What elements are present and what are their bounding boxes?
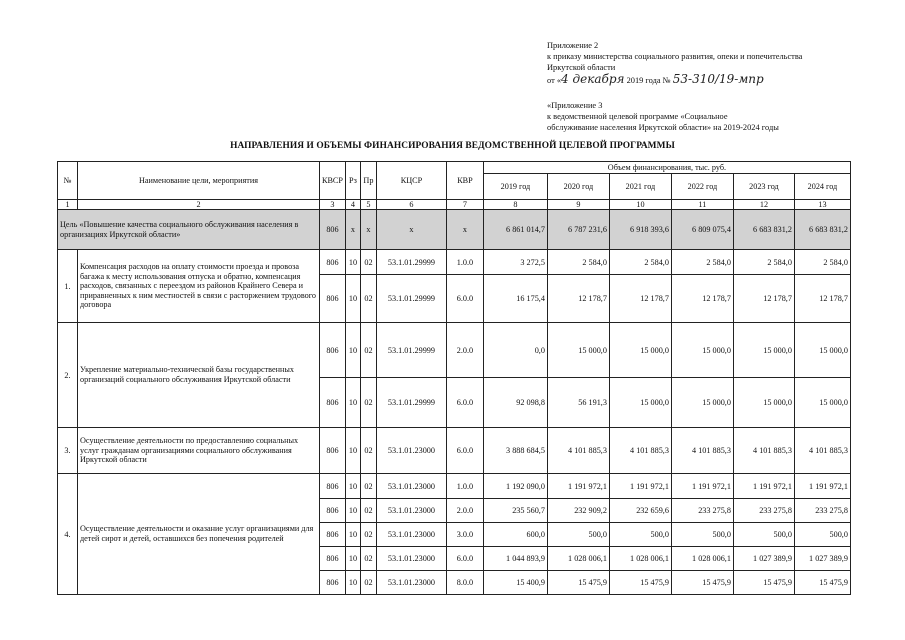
table-row <box>58 428 851 474</box>
appendix-line-1: «Приложение 3 <box>547 101 603 110</box>
table-row <box>58 474 851 499</box>
cell-kvr: 6.0.0 <box>446 428 483 474</box>
cell-pr: 02 <box>360 499 376 523</box>
cell-kvr: 6.0.0 <box>446 378 483 428</box>
handwritten-number: 53-310/19-мпр <box>672 71 764 86</box>
table-row <box>58 323 851 378</box>
cell-value: 500,0 <box>733 523 794 547</box>
header-name: Наименование цели, мероприятия <box>78 162 320 200</box>
cell-value: 4 101 885,3 <box>733 428 794 474</box>
cell-value: 4 101 885,3 <box>671 428 733 474</box>
column-number: 9 <box>547 200 609 210</box>
row-number: 1. <box>58 250 78 323</box>
cell-kvr: 2.0.0 <box>446 323 483 378</box>
header-line-2: к приказу министерства социального развития, опеки и попечительства <box>547 52 803 62</box>
cell-value: 15 000,0 <box>733 323 794 378</box>
cell-value: 500,0 <box>794 523 850 547</box>
cell-kvr: 3.0.0 <box>446 523 483 547</box>
cell-value: 3 888 684,5 <box>483 428 547 474</box>
cell-value: 15 000,0 <box>671 378 733 428</box>
cell-pr: 02 <box>360 378 376 428</box>
cell-rz: 10 <box>345 474 360 499</box>
cell-rz: 10 <box>345 378 360 428</box>
column-number: 7 <box>446 200 483 210</box>
cell-value: 3 272,5 <box>483 250 547 275</box>
cell-kvsr: 806 <box>320 547 346 571</box>
date-prefix: от « <box>547 75 562 85</box>
cell-value: 15 000,0 <box>794 323 850 378</box>
column-number: 4 <box>345 200 360 210</box>
cell-kcsr: 53.1.01.23000 <box>376 523 446 547</box>
cell-pr: 02 <box>360 323 376 378</box>
cell-rz: 10 <box>345 250 360 275</box>
header-year: 2022 год <box>671 174 733 200</box>
header-kvr: КВР <box>446 162 483 200</box>
cell-rz: 10 <box>345 523 360 547</box>
cell-value: 1 044 893,9 <box>483 547 547 571</box>
column-number: 11 <box>671 200 733 210</box>
cell-value: 15 000,0 <box>733 378 794 428</box>
table-row <box>58 250 851 275</box>
cell-value: 1 027 389,9 <box>733 547 794 571</box>
cell-kvr: 1.0.0 <box>446 474 483 499</box>
goal-pr: х <box>360 210 376 250</box>
cell-value: 2 584,0 <box>609 250 671 275</box>
cell-value: 92 098,8 <box>483 378 547 428</box>
cell-value: 12 178,7 <box>794 275 850 323</box>
header-year: 2021 год <box>609 174 671 200</box>
cell-value: 1 191 972,1 <box>733 474 794 499</box>
cell-value: 233 275,8 <box>671 499 733 523</box>
cell-value: 2 584,0 <box>671 250 733 275</box>
column-number: 6 <box>376 200 446 210</box>
cell-value: 15 475,9 <box>733 571 794 595</box>
row-number: 2. <box>58 323 78 428</box>
cell-kcsr: 53.1.01.23000 <box>376 547 446 571</box>
header-year: 2023 год <box>733 174 794 200</box>
appendix-header <box>547 100 877 134</box>
cell-kcsr: 53.1.01.29999 <box>376 378 446 428</box>
header-kvsr: КВСР <box>320 162 346 200</box>
goal-kcsr: х <box>376 210 446 250</box>
handwritten-date: 4 декабря <box>561 71 625 86</box>
cell-value: 56 191,3 <box>547 378 609 428</box>
cell-value: 233 275,8 <box>794 499 850 523</box>
cell-value: 2 584,0 <box>794 250 850 275</box>
cell-value: 12 178,7 <box>547 275 609 323</box>
column-number-row <box>58 200 851 210</box>
cell-value: 15 400,9 <box>483 571 547 595</box>
column-number: 10 <box>609 200 671 210</box>
cell-value: 4 101 885,3 <box>547 428 609 474</box>
header-kcsr: КЦСР <box>376 162 446 200</box>
cell-rz: 10 <box>345 571 360 595</box>
goal-kvsr: 806 <box>320 210 346 250</box>
cell-value: 15 000,0 <box>547 323 609 378</box>
cell-value: 500,0 <box>671 523 733 547</box>
cell-kvr: 6.0.0 <box>446 547 483 571</box>
cell-value: 0,0 <box>483 323 547 378</box>
cell-kvr: 1.0.0 <box>446 250 483 275</box>
cell-kvsr: 806 <box>320 275 346 323</box>
cell-kvsr: 806 <box>320 250 346 275</box>
header-year: 2019 год <box>483 174 547 200</box>
column-number: 2 <box>78 200 320 210</box>
cell-value: 15 000,0 <box>609 323 671 378</box>
goal-value: 6 683 831,2 <box>733 210 794 250</box>
year-text: 2019 года № <box>626 75 671 85</box>
cell-kcsr: 53.1.01.23000 <box>376 499 446 523</box>
cell-kvsr: 806 <box>320 378 346 428</box>
cell-value: 16 175,4 <box>483 275 547 323</box>
goal-value: 6 683 831,2 <box>794 210 850 250</box>
cell-value: 500,0 <box>609 523 671 547</box>
cell-rz: 10 <box>345 323 360 378</box>
cell-kvsr: 806 <box>320 571 346 595</box>
cell-kcsr: 53.1.01.29999 <box>376 323 446 378</box>
header-pr: Пр <box>360 162 376 200</box>
cell-pr: 02 <box>360 250 376 275</box>
cell-value: 232 909,2 <box>547 499 609 523</box>
cell-kcsr: 53.1.01.23000 <box>376 428 446 474</box>
goal-value: 6 787 231,6 <box>547 210 609 250</box>
header-num: № <box>58 162 78 200</box>
cell-value: 12 178,7 <box>609 275 671 323</box>
cell-kcsr: 53.1.01.29999 <box>376 250 446 275</box>
cell-value: 1 027 389,9 <box>794 547 850 571</box>
cell-pr: 02 <box>360 523 376 547</box>
page-title: НАПРАВЛЕНИЯ И ОБЪЕМЫ ФИНАНСИРОВАНИЯ ВЕДОМСТВЕННОЙ ЦЕЛЕВОЙ ПРОГРАММЫ <box>230 141 675 151</box>
cell-kvr: 2.0.0 <box>446 499 483 523</box>
goal-rz: х <box>345 210 360 250</box>
cell-kvsr: 806 <box>320 428 346 474</box>
cell-pr: 02 <box>360 571 376 595</box>
row-number: 3. <box>58 428 78 474</box>
header-line-3: Иркутской области <box>547 63 616 73</box>
order-header <box>547 40 877 86</box>
cell-value: 235 560,7 <box>483 499 547 523</box>
cell-value: 1 192 090,0 <box>483 474 547 499</box>
appendix-line-2: к ведомственной целевой программе «Социальное <box>547 112 728 122</box>
goal-value: 6 918 393,6 <box>609 210 671 250</box>
cell-pr: 02 <box>360 275 376 323</box>
column-number: 12 <box>733 200 794 210</box>
goal-name: Цель «Повышение качества социального обслуживания населения в организациях Иркутской области» <box>58 210 320 250</box>
cell-value: 15 000,0 <box>671 323 733 378</box>
financing-table <box>57 161 851 595</box>
cell-kvsr: 806 <box>320 323 346 378</box>
cell-kvr: 6.0.0 <box>446 275 483 323</box>
column-number: 8 <box>483 200 547 210</box>
activity-name: Осуществление деятельности и оказание услуг организациями для детей сирот и детей, оставшихся без попечения родителей <box>78 474 320 595</box>
cell-value: 15 475,9 <box>794 571 850 595</box>
cell-value: 2 584,0 <box>733 250 794 275</box>
row-number: 4. <box>58 474 78 595</box>
cell-value: 12 178,7 <box>671 275 733 323</box>
cell-value: 2 584,0 <box>547 250 609 275</box>
cell-value: 15 475,9 <box>671 571 733 595</box>
cell-kcsr: 53.1.01.29999 <box>376 275 446 323</box>
column-number: 1 <box>58 200 78 210</box>
cell-value: 4 101 885,3 <box>609 428 671 474</box>
cell-value: 500,0 <box>547 523 609 547</box>
cell-value: 1 191 972,1 <box>609 474 671 499</box>
header-year: 2020 год <box>547 174 609 200</box>
cell-value: 1 191 972,1 <box>794 474 850 499</box>
cell-value: 15 000,0 <box>609 378 671 428</box>
cell-value: 15 000,0 <box>794 378 850 428</box>
header-row-top <box>58 162 851 174</box>
appendix-line-3: обслуживание населения Иркутской области» на 2019-2024 годы <box>547 123 779 133</box>
cell-kvsr: 806 <box>320 523 346 547</box>
goal-kvr: х <box>446 210 483 250</box>
header-line-1: Приложение 2 <box>547 41 599 50</box>
cell-pr: 02 <box>360 547 376 571</box>
header-rz: Рз <box>345 162 360 200</box>
cell-value: 15 475,9 <box>547 571 609 595</box>
activity-name: Компенсация расходов на оплату стоимости проезда и провоза багажа к месту использования отпуска и обратно, компенсация расходов, связанных с переездом из районов Крайнего Севера и приравненных к ним местностей в связи с расторжением трудового договора <box>78 250 320 323</box>
cell-value: 1 028 006,1 <box>547 547 609 571</box>
cell-value: 233 275,8 <box>733 499 794 523</box>
cell-rz: 10 <box>345 547 360 571</box>
column-number: 3 <box>320 200 346 210</box>
activity-name: Осуществление деятельности по предоставлению социальных услуг гражданам организациями социального обслуживания Иркутской области <box>78 428 320 474</box>
activity-name: Укрепление материально-технической базы государственных организаций социального обслуживания Иркутской области <box>78 323 320 428</box>
header-line-4 <box>547 71 877 86</box>
cell-kvr: 8.0.0 <box>446 571 483 595</box>
goal-row <box>58 210 851 250</box>
cell-rz: 10 <box>345 428 360 474</box>
cell-value: 12 178,7 <box>733 275 794 323</box>
cell-value: 232 659,6 <box>609 499 671 523</box>
cell-value: 15 475,9 <box>609 571 671 595</box>
cell-rz: 10 <box>345 275 360 323</box>
cell-kcsr: 53.1.01.23000 <box>376 571 446 595</box>
cell-value: 1 191 972,1 <box>547 474 609 499</box>
cell-value: 1 028 006,1 <box>671 547 733 571</box>
cell-rz: 10 <box>345 499 360 523</box>
cell-pr: 02 <box>360 428 376 474</box>
cell-kvsr: 806 <box>320 474 346 499</box>
column-number: 5 <box>360 200 376 210</box>
cell-pr: 02 <box>360 474 376 499</box>
header-year: 2024 год <box>794 174 850 200</box>
cell-value: 1 028 006,1 <box>609 547 671 571</box>
header-financing: Объем финансирования, тыс. руб. <box>483 162 850 174</box>
cell-value: 1 191 972,1 <box>671 474 733 499</box>
goal-value: 6 809 075,4 <box>671 210 733 250</box>
cell-kvsr: 806 <box>320 499 346 523</box>
cell-kcsr: 53.1.01.23000 <box>376 474 446 499</box>
cell-value: 4 101 885,3 <box>794 428 850 474</box>
column-number: 13 <box>794 200 850 210</box>
goal-value: 6 861 014,7 <box>483 210 547 250</box>
cell-value: 600,0 <box>483 523 547 547</box>
